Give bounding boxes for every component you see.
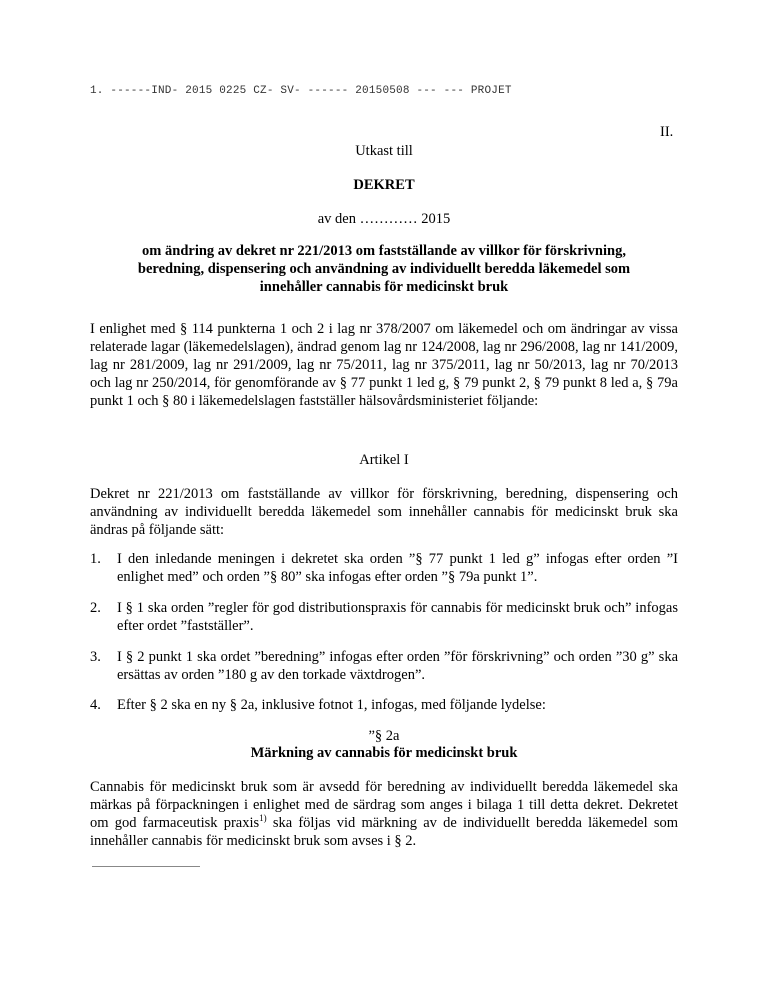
list-item-number: 3.	[90, 649, 101, 665]
list-item-number: 2.	[90, 600, 101, 616]
title-main-text: DEKRET	[353, 177, 415, 193]
list-item-number: 1.	[90, 551, 101, 567]
title-subject-line: innehåller cannabis för medicinskt bruk	[259, 279, 509, 295]
list-item-number: 4.	[90, 697, 101, 713]
list-item-text: I § 2 punkt 1 ska ordet ”beredning” infogas efter orden ”för förskrivning” och orden ”30 g” ska ersättas av orden ”180 g av den torkade växtdrogen”.	[117, 649, 678, 683]
section-heading	[0, 745, 768, 762]
title-date-line: av den ………… 2015	[317, 211, 451, 227]
title-subject-line: om ändring av dekret nr 221/2013 om fastställande av villkor för förskrivning,	[142, 243, 626, 259]
title-main	[0, 177, 768, 194]
section-number: ”§ 2a	[368, 728, 400, 744]
roman-marker: II.	[660, 124, 674, 140]
section-body-part: Cannabis för medicinskt bruk som är avsedd för beredning av individuellt beredda läkemedel ska märkas på förpackningen i enlighet med de särdrag som anges i bilaga 1 till detta dekret. Dekretet om god farmaceutisk praxis	[90, 779, 678, 831]
section-body-part: ska följas vid märkning av de individuellt beredda läkemedel som innehåller cannabis för medicinskt bruk som avses i § 2.	[90, 815, 679, 849]
list-item-text: Efter § 2 ska en ny § 2a, inklusive fotnot 1, infogas, med följande lydelse:	[117, 697, 546, 713]
footnote-reference: 1)	[259, 813, 267, 824]
title-subject	[0, 242, 768, 296]
section-heading-text: Märkning av cannabis för medicinskt bruk	[250, 745, 518, 761]
list-item-text: I § 1 ska orden ”regler för god distributionspraxis för cannabis för medicinskt bruk och” infogas efter ordet ”fastställer”.	[117, 600, 678, 634]
title-subject-line: beredning, dispensering och användning av individuellt beredda läkemedel som	[137, 261, 631, 277]
section-body	[90, 778, 678, 850]
document-reference-line: 1. ------IND- 2015 0225 CZ- SV- ------ 20150508 --- --- PROJET	[90, 85, 512, 97]
footnote-separator	[92, 866, 200, 867]
list-item-text: I den inledande meningen i dekretet ska orden ”§ 77 punkt 1 led g” infogas efter orden ”I enlighet med” och orden ”§ 80” ska infogas efter orden ”§ 79a punkt 1”.	[117, 551, 678, 585]
preamble: I enlighet med § 114 punkterna 1 och 2 i lag nr 378/2007 om läkemedel och om ändringar av vissa relaterade lagar (läkemedelslagen), ändrad genom lag nr 124/2008, lag nr 296/2008, lag nr 141/2009, lag nr 281/2009, lag nr 291/2009, lag nr 75/2011, lag nr 375/2011, lag nr 50/2013, lag nr 70/2013 och lag nr 250/2014, för genomförande av § 77 punkt 1 led g, § 79 punkt 2, § 79 punkt 8 led a, § 79a punkt 1 och § 80 i läkemedelslagen fastställer hälsovårdsministeriet följande:	[90, 321, 678, 409]
article-intro: Dekret nr 221/2013 om fastställande av villkor för förskrivning, beredning, dispensering och användning av individuellt beredda läkemedel som innehåller cannabis för medicinskt bruk ska ändras på följande sätt:	[90, 486, 678, 538]
article-heading: Artikel I	[359, 452, 409, 468]
title-pre: Utkast till	[355, 143, 413, 159]
